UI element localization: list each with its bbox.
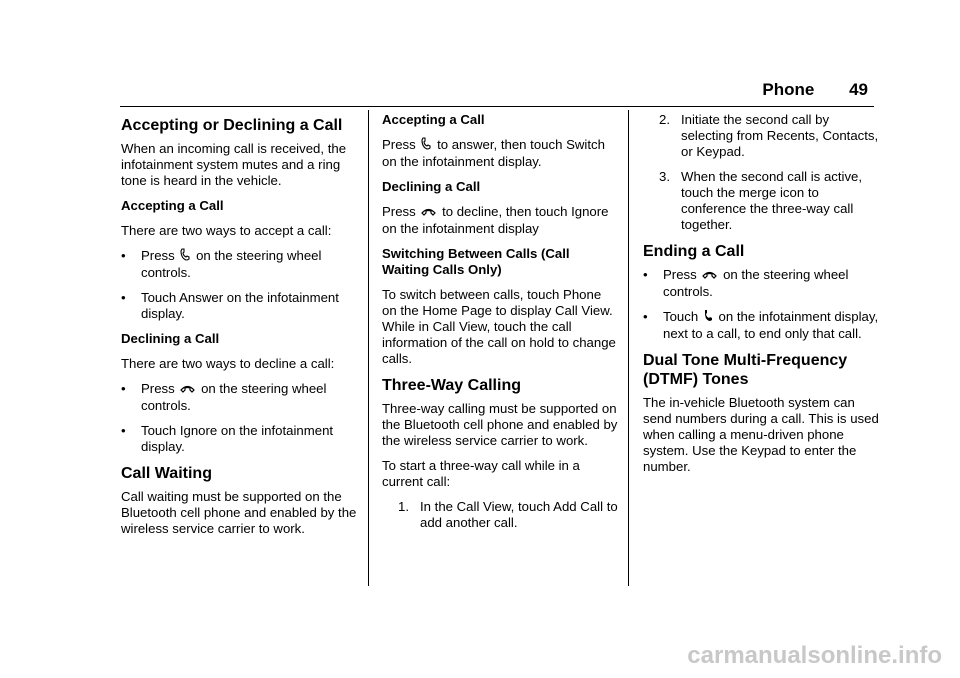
phone-hangup-icon xyxy=(180,382,195,398)
heading-three-way: Three-Way Calling xyxy=(382,376,521,394)
three-way-start-text: To start a three-way call while in a current call: xyxy=(382,457,580,489)
text: Initiate the second call by selecting from Recents, Contacts, or Keypad. xyxy=(681,112,879,159)
accept-text xyxy=(382,137,618,170)
list-item xyxy=(121,248,357,281)
intro-text: When an incoming call is received, the infotainment system mutes and a ring tone is heard in the vehicle. xyxy=(121,141,347,188)
phone-answer-icon xyxy=(180,248,190,265)
column-3 xyxy=(643,112,879,484)
text: on the steering wheel controls. xyxy=(141,381,327,413)
heading-accepting-declining: Accepting or Declining a Call xyxy=(121,117,343,134)
phone-hangup-icon xyxy=(421,205,436,221)
heading-call-waiting: Call Waiting xyxy=(121,464,212,482)
text: In the Call View, touch Add Call to add another call. xyxy=(420,498,618,530)
text: Press xyxy=(382,204,416,220)
text: Press xyxy=(141,381,175,397)
text: Touch Ignore on the infotainment display. xyxy=(141,422,334,454)
section-title: Phone xyxy=(762,80,815,99)
phone-hangup-icon xyxy=(702,268,717,284)
decline-text xyxy=(382,204,618,237)
list-item xyxy=(121,381,357,414)
subheading-accepting: Accepting a Call xyxy=(121,198,224,213)
text: Press xyxy=(141,248,175,263)
phone-answer-icon xyxy=(421,137,431,154)
decline-ways-text: There are two ways to decline a call: xyxy=(121,356,335,372)
list-item xyxy=(643,309,879,342)
text: When the second call is active, touch the merge icon to conference the three-way call together. xyxy=(681,169,863,232)
bullet: • xyxy=(121,290,126,306)
step-number: 1. xyxy=(398,498,409,514)
text: to answer, then touch Switch on the infotainment display. xyxy=(382,137,605,170)
column-divider-1 xyxy=(368,110,369,586)
bullet: • xyxy=(643,308,648,324)
page-number: 49 xyxy=(849,80,868,99)
text: on the infotainment display, next to a call, to end only that call. xyxy=(663,308,879,341)
header-rule xyxy=(120,106,874,107)
bullet: • xyxy=(121,248,126,263)
dtmf-text: The in-vehicle Bluetooth system can send numbers during a call. This is used when calling a menu-driven phone system. Use the Keypad to enter the number. xyxy=(643,394,879,474)
bullet: • xyxy=(643,267,648,282)
heading-dtmf: Dual Tone Multi-Frequency (DTMF) Tones xyxy=(643,351,848,388)
bullet: • xyxy=(121,422,126,438)
column-divider-2 xyxy=(628,110,629,586)
text: Touch Answer on the infotainment display. xyxy=(141,290,339,322)
text: on the steering wheel controls. xyxy=(663,267,849,299)
list-item xyxy=(643,169,879,233)
accept-ways-text: There are two ways to accept a call: xyxy=(121,223,332,238)
three-way-text: Three-way calling must be supported on the Bluetooth cell phone and enabled by the wireless service carrier to work. xyxy=(382,400,618,448)
end-call-icon xyxy=(704,309,713,326)
text: Touch xyxy=(663,308,699,324)
page-header xyxy=(762,80,868,100)
step-number: 2. xyxy=(659,112,670,127)
subheading-declining: Declining a Call xyxy=(382,179,481,195)
list-item xyxy=(382,499,618,531)
subheading-switching: Switching Between Calls (Call Waiting Calls Only) xyxy=(382,245,570,277)
heading-ending: Ending a Call xyxy=(643,243,745,260)
bullet: • xyxy=(121,381,126,397)
subheading-accepting: Accepting a Call xyxy=(382,112,485,127)
text: to decline, then touch Ignore on the infotainment display xyxy=(382,204,609,236)
list-item xyxy=(121,290,357,322)
switching-text: To switch between calls, touch Phone on the Home Page to display Call View. While in Call View, touch the call information of the call on hold to change calls. xyxy=(382,286,616,366)
column-1 xyxy=(121,112,357,546)
column-2 xyxy=(382,112,618,540)
subheading-declining: Declining a Call xyxy=(121,331,220,347)
list-item xyxy=(121,423,357,455)
text: Press xyxy=(663,267,697,282)
watermark: carmanualsonline.info xyxy=(687,642,942,669)
text: on the steering wheel controls. xyxy=(141,248,322,281)
list-item xyxy=(643,267,879,300)
text: Press xyxy=(382,137,416,152)
call-waiting-text: Call waiting must be supported on the Bluetooth cell phone and enabled by the wireless service carrier to work. xyxy=(121,488,357,536)
list-item xyxy=(643,112,879,160)
step-number: 3. xyxy=(659,169,670,184)
